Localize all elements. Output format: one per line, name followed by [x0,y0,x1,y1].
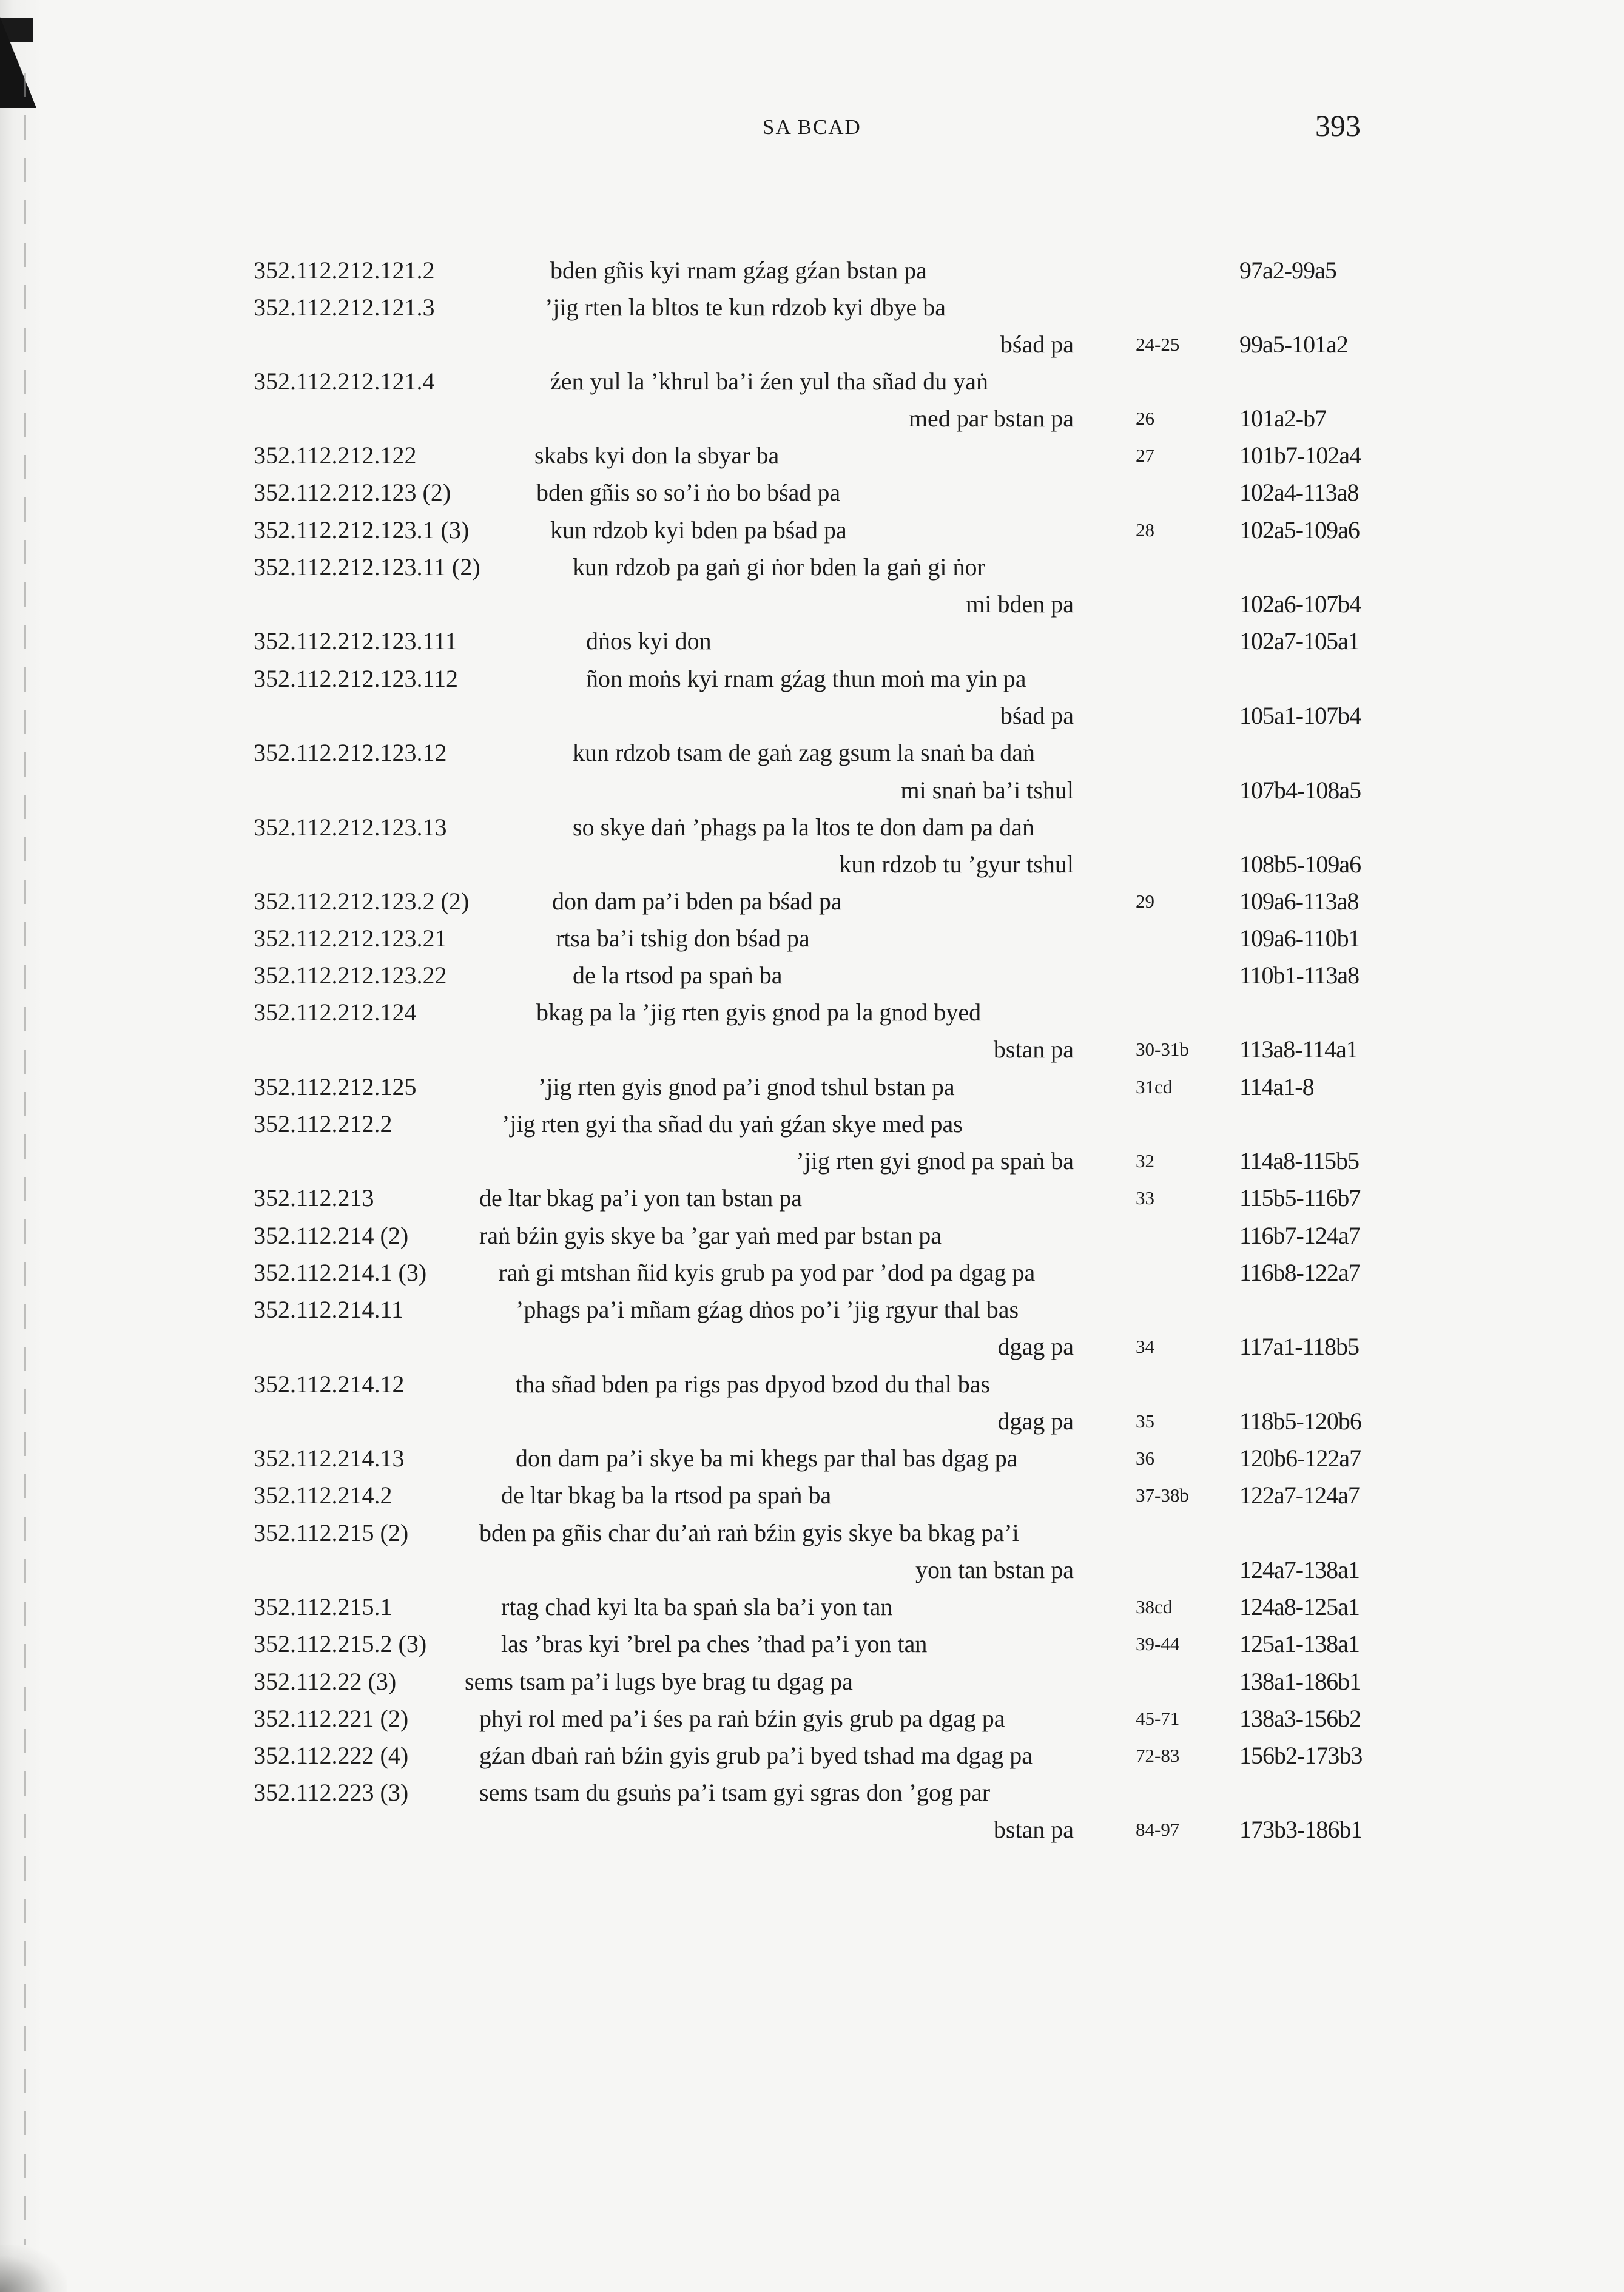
folio-reference: 101b7-102a4 [1239,442,1361,469]
outline-row [0,1441,1624,1475]
outline-row [0,699,1624,733]
section-heading-continued: bstan pa [993,1816,1074,1843]
folio-reference: 102a4-113a8 [1239,479,1359,506]
outline-row [0,1070,1624,1104]
outline-row [0,1144,1624,1178]
verse-range: 35 [1136,1411,1154,1432]
section-heading-continued: bstan pa [993,1036,1074,1063]
section-heading: skabs kyi don la sbyar ba [534,442,780,469]
section-heading: ’phags pa’i mñam gźag dṅos po’i ’jig rgyur thal bas [516,1296,1019,1323]
outline-row [0,959,1624,993]
section-heading: bden pa gñis char du’aṅ raṅ bźin gyis skye ba bkag pa’i [479,1519,1019,1546]
verse-range: 33 [1136,1187,1154,1208]
section-heading: kun rdzob tsam de gaṅ zag gsum la snaṅ ba daṅ [573,739,1036,766]
page-number: 393 [1315,109,1361,143]
outline-row [0,922,1624,956]
section-number: 352.112.212.123.2 (2) [254,888,470,915]
outline-row [0,291,1624,325]
outline-row [0,848,1624,881]
section-number: 352.112.215.1 [254,1593,393,1620]
verse-range: 72-83 [1136,1745,1180,1766]
outline-row [0,1702,1624,1736]
section-heading: ’jig rten gyi tha sñad du yaṅ gźan skye med pas [502,1110,963,1138]
section-number: 352.112.212.121.2 [254,257,435,284]
section-heading-continued: dgag pa [997,1333,1074,1360]
folio-reference: 173b3-186b1 [1239,1816,1363,1843]
verse-range: 84-97 [1136,1819,1180,1840]
outline-row [0,1627,1624,1661]
section-heading: dṅos kyi don [586,627,712,655]
section-number: 352.112.212.123.112 [254,665,459,692]
verse-range: 28 [1136,519,1154,541]
outline-row [0,1033,1624,1067]
folio-reference: 122a7-124a7 [1239,1481,1360,1509]
section-number: 352.112.212.123.11 (2) [254,553,480,581]
section-number: 352.112.214.11 [254,1296,404,1323]
folio-reference: 107b4-108a5 [1239,777,1361,804]
section-heading-continued: kun rdzob tu ’gyur tshul [839,851,1074,878]
folio-reference: 138a1-186b1 [1239,1668,1361,1695]
verse-range: 38cd [1136,1596,1173,1617]
outline-row [0,1739,1624,1773]
outline-row [0,587,1624,621]
outline-row [0,1330,1624,1364]
outline-row [0,513,1624,547]
verse-range: 45-71 [1136,1708,1180,1729]
scan-corner-shadow [0,17,73,108]
outline-row [0,439,1624,473]
section-number: 352.112.212.123 (2) [254,479,451,506]
folio-reference: 109a6-110b1 [1239,925,1360,952]
outline-row [0,254,1624,288]
outline-row [0,402,1624,436]
section-number: 352.112.221 (2) [254,1705,409,1732]
verse-range: 29 [1136,891,1154,912]
folio-reference: 125a1-138a1 [1239,1630,1360,1657]
section-number: 352.112.212.2 [254,1110,393,1138]
folio-reference: 97a2-99a5 [1239,257,1336,284]
section-heading: bden gñis kyi rnam gźag gźan bstan pa [550,257,927,284]
verse-range: 32 [1136,1150,1154,1171]
section-number: 352.112.212.124 [254,999,417,1026]
outline-row [0,1813,1624,1847]
verse-range: 39-44 [1136,1633,1180,1654]
outline-row [0,1367,1624,1401]
outline-row [0,736,1624,770]
section-heading-continued: mi bden pa [966,590,1074,618]
section-number: 352.112.212.123.22 [254,962,447,989]
outline-row [0,1256,1624,1290]
outline-row [0,365,1624,399]
scan-bottom-mark [0,2245,67,2292]
folio-reference: 101a2-b7 [1239,405,1327,432]
verse-range: 24-25 [1136,334,1180,355]
section-heading: phyi rol med pa’i śes pa raṅ bźin gyis grub pa dgag pa [479,1705,1005,1732]
outline-row [0,1665,1624,1699]
folio-reference: 114a1-8 [1239,1073,1314,1100]
section-heading-continued: bśad pa [1000,331,1074,358]
outline-row [0,328,1624,362]
section-heading-continued: mi snaṅ ba’i tshul [900,777,1074,804]
outline-row [0,662,1624,696]
section-number: 352.112.214 (2) [254,1222,409,1249]
folio-reference: 120b6-122a7 [1239,1444,1361,1472]
section-number: 352.112.215 (2) [254,1519,409,1546]
section-heading-continued: med par bstan pa [908,405,1074,432]
folio-reference: 102a5-109a6 [1239,516,1360,544]
section-heading: źen yul la ’khrul ba’i źen yul tha sñad du yaṅ [550,368,988,395]
outline-row [0,624,1624,658]
section-heading: de la rtsod pa spaṅ ba [573,962,783,989]
section-heading: gźan dbaṅ raṅ bźin gyis grub pa’i byed tshad ma dgag pa [479,1742,1033,1769]
section-heading: ’jig rten gyis gnod pa’i gnod tshul bstan pa [538,1073,955,1100]
section-number: 352.112.212.121.3 [254,294,435,321]
folio-reference: 105a1-107b4 [1239,702,1361,729]
section-heading: tha sñad bden pa rigs pas dpyod bzod du thal bas [516,1370,991,1398]
folio-reference: 124a7-138a1 [1239,1556,1360,1583]
outline-row [0,1776,1624,1810]
section-heading: kun rdzob kyi bden pa bśad pa [550,516,847,544]
verse-range: 27 [1136,445,1154,466]
section-heading: sems tsam du gsuṅs pa’i tsam gyi sgras don ’gog par [479,1779,991,1806]
section-heading: kun rdzob pa gaṅ gi ṅor bden la gaṅ gi ṅor [573,553,985,581]
section-number: 352.112.212.121.4 [254,368,435,395]
outline-row [0,811,1624,844]
folio-reference: 102a7-105a1 [1239,627,1360,655]
section-number: 352.112.22 (3) [254,1668,397,1695]
section-number: 352.112.212.122 [254,442,417,469]
section-heading: sems tsam pa’i lugs bye brag tu dgag pa [465,1668,853,1695]
running-title: SA BCAD [763,115,861,139]
section-number: 352.112.222 (4) [254,1742,409,1769]
section-heading: bkag pa la ’jig rten gyis gnod pa la gnod byed [536,999,982,1026]
section-number: 352.112.212.123.13 [254,814,447,841]
section-heading: raṅ bźin gyis skye ba ’gar yaṅ med par bstan pa [479,1222,942,1249]
verse-range: 31cd [1136,1076,1173,1097]
section-heading-continued: ’jig rten gyi gnod pa spaṅ ba [796,1147,1074,1175]
section-number: 352.112.214.1 (3) [254,1259,427,1286]
verse-range: 34 [1136,1336,1154,1357]
outline-row [0,1219,1624,1253]
section-number: 352.112.212.125 [254,1073,417,1100]
section-number: 352.112.223 (3) [254,1779,409,1806]
section-heading-continued: bśad pa [1000,702,1074,729]
section-number: 352.112.214.2 [254,1481,393,1509]
outline-row [0,1293,1624,1327]
outline-row [0,996,1624,1030]
section-heading-continued: yon tan bstan pa [915,1556,1074,1583]
section-heading: rtag chad kyi lta ba spaṅ sla ba’i yon tan [501,1593,893,1620]
outline-row [0,885,1624,918]
section-heading: don dam pa’i skye ba mi khegs par thal bas dgag pa [516,1444,1018,1472]
folio-reference: 117a1-118b5 [1239,1333,1360,1360]
section-heading: rtsa ba’i tshig don bśad pa [556,925,810,952]
section-number: 352.112.212.123.1 (3) [254,516,470,544]
section-heading: ’jig rten la bltos te kun rdzob kyi dbye ba [545,294,946,321]
verse-range: 37-38b [1136,1485,1189,1506]
section-heading: ñon moṅs kyi rnam gźag thun moṅ ma yin pa [586,665,1026,692]
section-heading: de ltar bkag pa’i yon tan bstan pa [479,1184,803,1212]
verse-range: 26 [1136,408,1154,429]
folio-reference: 113a8-114a1 [1239,1036,1358,1063]
folio-reference: 116b7-124a7 [1239,1222,1360,1249]
outline-row [0,1553,1624,1587]
section-heading: raṅ gi mtshan ñid kyis grub pa yod par ’dod pa dgag pa [499,1259,1036,1286]
section-heading: de ltar bkag ba la rtsod pa spaṅ ba [501,1481,832,1509]
section-number: 352.112.214.12 [254,1370,405,1398]
outline-row [0,550,1624,584]
verse-range: 30-31b [1136,1039,1189,1060]
folio-reference: 156b2-173b3 [1239,1742,1363,1769]
section-heading: las ’bras kyi ’brel pa ches ’thad pa’i yon tan [501,1630,928,1657]
section-heading: so skye daṅ ’phags pa la ltos te don dam pa daṅ [573,814,1034,841]
folio-reference: 116b8-122a7 [1239,1259,1360,1286]
folio-reference: 110b1-113a8 [1239,962,1360,989]
outline-row [0,774,1624,807]
section-number: 352.112.214.13 [254,1444,405,1472]
folio-reference: 138a3-156b2 [1239,1705,1361,1732]
folio-reference: 109a6-113a8 [1239,888,1359,915]
section-number: 352.112.212.123.111 [254,627,457,655]
folio-reference: 118b5-120b6 [1239,1407,1361,1435]
section-number: 352.112.212.123.12 [254,739,447,766]
folio-reference: 124a8-125a1 [1239,1593,1360,1620]
outline-row [0,1181,1624,1215]
folio-reference: 102a6-107b4 [1239,590,1361,618]
section-heading: don dam pa’i bden pa bśad pa [552,888,842,915]
folio-reference: 114a8-115b5 [1239,1147,1360,1175]
outline-row [0,1107,1624,1141]
outline-row [0,476,1624,510]
section-heading-continued: dgag pa [997,1407,1074,1435]
outline-row [0,1590,1624,1624]
section-heading: bden gñis so so’i ṅo bo bśad pa [536,479,841,506]
verse-range: 36 [1136,1448,1154,1469]
outline-row [0,1404,1624,1438]
folio-reference: 99a5-101a2 [1239,331,1348,358]
outline-row [0,1516,1624,1550]
section-number: 352.112.212.123.21 [254,925,447,952]
folio-reference: 108b5-109a6 [1239,851,1361,878]
outline-row [0,1478,1624,1512]
section-number: 352.112.213 [254,1184,374,1212]
folio-reference: 115b5-116b7 [1239,1184,1361,1212]
section-number: 352.112.215.2 (3) [254,1630,427,1657]
